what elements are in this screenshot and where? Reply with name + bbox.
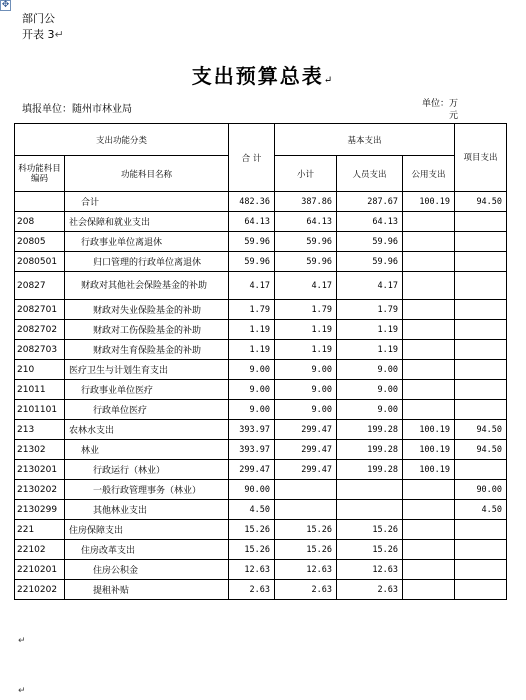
- subtotal-cell: 299.47: [275, 460, 337, 480]
- table-row: [15, 360, 507, 380]
- page-title: 支出预算总表↵: [191, 64, 335, 88]
- public-cell: [403, 560, 455, 580]
- project-cell: 90.00: [455, 480, 507, 500]
- subtotal-cell: [275, 480, 337, 500]
- paragraph-mark: ↵: [18, 636, 26, 646]
- subtotal-cell: 9.00: [275, 360, 337, 380]
- total-cell: 64.13: [229, 212, 275, 232]
- personnel-cell: [337, 480, 403, 500]
- total-cell: 15.26: [229, 520, 275, 540]
- code-cell: 2080501: [15, 252, 65, 272]
- table-row: [15, 420, 507, 440]
- personnel-cell: [337, 500, 403, 520]
- name-cell: 行政单位医疗: [65, 400, 229, 420]
- subtotal-cell: 64.13: [275, 212, 337, 232]
- personnel-cell: 59.96: [337, 232, 403, 252]
- project-cell: [455, 360, 507, 380]
- name-cell: 行政事业单位离退休: [65, 232, 229, 252]
- name-cell: 其他林业支出: [65, 500, 229, 520]
- subtotal-cell: 9.00: [275, 400, 337, 420]
- name-cell: 行政事业单位医疗: [65, 380, 229, 400]
- total-cell: 59.96: [229, 252, 275, 272]
- table-row: [15, 440, 507, 460]
- personnel-cell: 199.28: [337, 440, 403, 460]
- personnel-cell: 199.28: [337, 460, 403, 480]
- total-cell: 9.00: [229, 380, 275, 400]
- total-cell: 4.17: [229, 272, 275, 300]
- name-cell: 合计: [65, 192, 229, 212]
- project-cell: 4.50: [455, 500, 507, 520]
- public-cell: [403, 500, 455, 520]
- personnel-cell: 1.79: [337, 300, 403, 320]
- total-cell: 12.63: [229, 560, 275, 580]
- personnel-cell: 2.63: [337, 580, 403, 600]
- unit-label: 单位：万 元: [421, 99, 458, 121]
- table-row: [15, 400, 507, 420]
- total-cell: 2.63: [229, 580, 275, 600]
- header-name: 功能科目名称: [65, 156, 229, 192]
- table-row: [15, 380, 507, 400]
- subtotal-cell: 15.26: [275, 540, 337, 560]
- total-cell: 482.36: [229, 192, 275, 212]
- project-cell: [455, 232, 507, 252]
- code-cell: 20805: [15, 232, 65, 252]
- dept-label: 部门公: [22, 12, 55, 25]
- name-cell: 财政对工伤保险基金的补助: [65, 320, 229, 340]
- header-subtotal: 小计: [275, 156, 337, 192]
- project-cell: [455, 300, 507, 320]
- project-cell: [455, 380, 507, 400]
- table-row: [15, 480, 507, 500]
- code-cell: 213: [15, 420, 65, 440]
- subtotal-cell: 15.26: [275, 520, 337, 540]
- total-cell: 4.50: [229, 500, 275, 520]
- table-row: [15, 192, 507, 212]
- project-cell: [455, 400, 507, 420]
- public-cell: [403, 300, 455, 320]
- public-cell: 100.19: [403, 192, 455, 212]
- code-cell: 21011: [15, 380, 65, 400]
- subtotal-cell: 1.79: [275, 300, 337, 320]
- total-cell: 15.26: [229, 540, 275, 560]
- personnel-cell: 9.00: [337, 360, 403, 380]
- public-cell: [403, 580, 455, 600]
- table-anchor-icon[interactable]: ✥: [1, 0, 10, 10]
- code-cell: 21302: [15, 440, 65, 460]
- subtotal-cell: [275, 500, 337, 520]
- code-cell: 2082701: [15, 300, 65, 320]
- personnel-cell: 59.96: [337, 252, 403, 272]
- table-row: [15, 500, 507, 520]
- code-cell: 2210202: [15, 580, 65, 600]
- name-cell: 提租补贴: [65, 580, 229, 600]
- code-cell: 20827: [15, 272, 65, 300]
- total-cell: 299.47: [229, 460, 275, 480]
- name-cell: 财政对生育保险基金的补助: [65, 340, 229, 360]
- public-cell: 100.19: [403, 440, 455, 460]
- code-cell: 2082703: [15, 340, 65, 360]
- personnel-cell: 199.28: [337, 420, 403, 440]
- subtotal-cell: 1.19: [275, 340, 337, 360]
- total-cell: 9.00: [229, 400, 275, 420]
- code-cell: 210: [15, 360, 65, 380]
- table-row: [15, 232, 507, 252]
- table-row: [15, 252, 507, 272]
- subtotal-cell: 1.19: [275, 320, 337, 340]
- personnel-cell: 287.67: [337, 192, 403, 212]
- table-row: [15, 320, 507, 340]
- table-number: 开表 3↵: [22, 28, 64, 41]
- code-cell: 2130299: [15, 500, 65, 520]
- project-cell: [455, 520, 507, 540]
- personnel-cell: 12.63: [337, 560, 403, 580]
- project-cell: [455, 212, 507, 232]
- public-cell: [403, 520, 455, 540]
- personnel-cell: 4.17: [337, 272, 403, 300]
- subtotal-cell: 59.96: [275, 232, 337, 252]
- header-project: 项目支出: [455, 124, 507, 192]
- personnel-cell: 1.19: [337, 340, 403, 360]
- public-cell: [403, 232, 455, 252]
- code-cell: 2101101: [15, 400, 65, 420]
- subtotal-cell: 12.63: [275, 560, 337, 580]
- table-row: [15, 340, 507, 360]
- code-cell: 22102: [15, 540, 65, 560]
- subtotal-cell: 2.63: [275, 580, 337, 600]
- name-cell: 医疗卫生与计划生育支出: [65, 360, 229, 380]
- table-row: [15, 460, 507, 480]
- subtotal-cell: 299.47: [275, 420, 337, 440]
- total-cell: 9.00: [229, 360, 275, 380]
- code-cell: 221: [15, 520, 65, 540]
- public-cell: [403, 252, 455, 272]
- header-func-class: 支出功能分类: [15, 124, 229, 156]
- public-cell: 100.19: [403, 460, 455, 480]
- name-cell: 住房改革支出: [65, 540, 229, 560]
- personnel-cell: 9.00: [337, 380, 403, 400]
- public-cell: [403, 360, 455, 380]
- project-cell: [455, 340, 507, 360]
- table-row: [15, 520, 507, 540]
- personnel-cell: 64.13: [337, 212, 403, 232]
- code-cell: [15, 192, 65, 212]
- header-code: 科功能科目编码: [15, 156, 65, 192]
- name-cell: 林业: [65, 440, 229, 460]
- table-row: [15, 580, 507, 600]
- code-cell: 2210201: [15, 560, 65, 580]
- paragraph-mark: ↵: [18, 686, 26, 696]
- project-cell: [455, 252, 507, 272]
- total-cell: 393.97: [229, 440, 275, 460]
- name-cell: 财政对失业保险基金的补助: [65, 300, 229, 320]
- total-cell: 59.96: [229, 232, 275, 252]
- project-cell: [455, 460, 507, 480]
- subtotal-cell: 387.86: [275, 192, 337, 212]
- header-basic: 基本支出: [275, 124, 455, 156]
- filler-unit: 填报单位：随州市林业局: [22, 104, 132, 115]
- table-row: [15, 272, 507, 300]
- name-cell: 住房保障支出: [65, 520, 229, 540]
- project-cell: [455, 560, 507, 580]
- subtotal-cell: 4.17: [275, 272, 337, 300]
- budget-table: [14, 123, 507, 600]
- name-cell: 一般行政管理事务（林业）: [65, 480, 229, 500]
- subtotal-cell: 299.47: [275, 440, 337, 460]
- personnel-cell: 15.26: [337, 540, 403, 560]
- header-personnel: 人员支出: [337, 156, 403, 192]
- name-cell: 行政运行（林业）: [65, 460, 229, 480]
- table-row: [15, 300, 507, 320]
- header-total: 合 计: [229, 124, 275, 192]
- name-cell: 财政对其他社会保险基金的补助: [65, 272, 229, 300]
- project-cell: [455, 580, 507, 600]
- public-cell: [403, 380, 455, 400]
- project-cell: 94.50: [455, 420, 507, 440]
- table-row: [15, 540, 507, 560]
- code-cell: 208: [15, 212, 65, 232]
- code-cell: 2082702: [15, 320, 65, 340]
- project-cell: 94.50: [455, 192, 507, 212]
- project-cell: 94.50: [455, 440, 507, 460]
- name-cell: 归口管理的行政单位离退休: [65, 252, 229, 272]
- table-row: [15, 560, 507, 580]
- name-cell: 社会保障和就业支出: [65, 212, 229, 232]
- project-cell: [455, 272, 507, 300]
- table-row: [15, 212, 507, 232]
- subtotal-cell: 59.96: [275, 252, 337, 272]
- public-cell: [403, 212, 455, 232]
- public-cell: [403, 400, 455, 420]
- subtotal-cell: 9.00: [275, 380, 337, 400]
- name-cell: 住房公积金: [65, 560, 229, 580]
- personnel-cell: 9.00: [337, 400, 403, 420]
- public-cell: [403, 480, 455, 500]
- total-cell: 1.79: [229, 300, 275, 320]
- total-cell: 393.97: [229, 420, 275, 440]
- project-cell: [455, 540, 507, 560]
- public-cell: [403, 540, 455, 560]
- total-cell: 1.19: [229, 340, 275, 360]
- total-cell: 1.19: [229, 320, 275, 340]
- public-cell: [403, 340, 455, 360]
- header-public: 公用支出: [403, 156, 455, 192]
- public-cell: [403, 320, 455, 340]
- total-cell: 90.00: [229, 480, 275, 500]
- code-cell: 2130202: [15, 480, 65, 500]
- public-cell: [403, 272, 455, 300]
- personnel-cell: 1.19: [337, 320, 403, 340]
- code-cell: 2130201: [15, 460, 65, 480]
- public-cell: 100.19: [403, 420, 455, 440]
- project-cell: [455, 320, 507, 340]
- personnel-cell: 15.26: [337, 520, 403, 540]
- name-cell: 农林水支出: [65, 420, 229, 440]
